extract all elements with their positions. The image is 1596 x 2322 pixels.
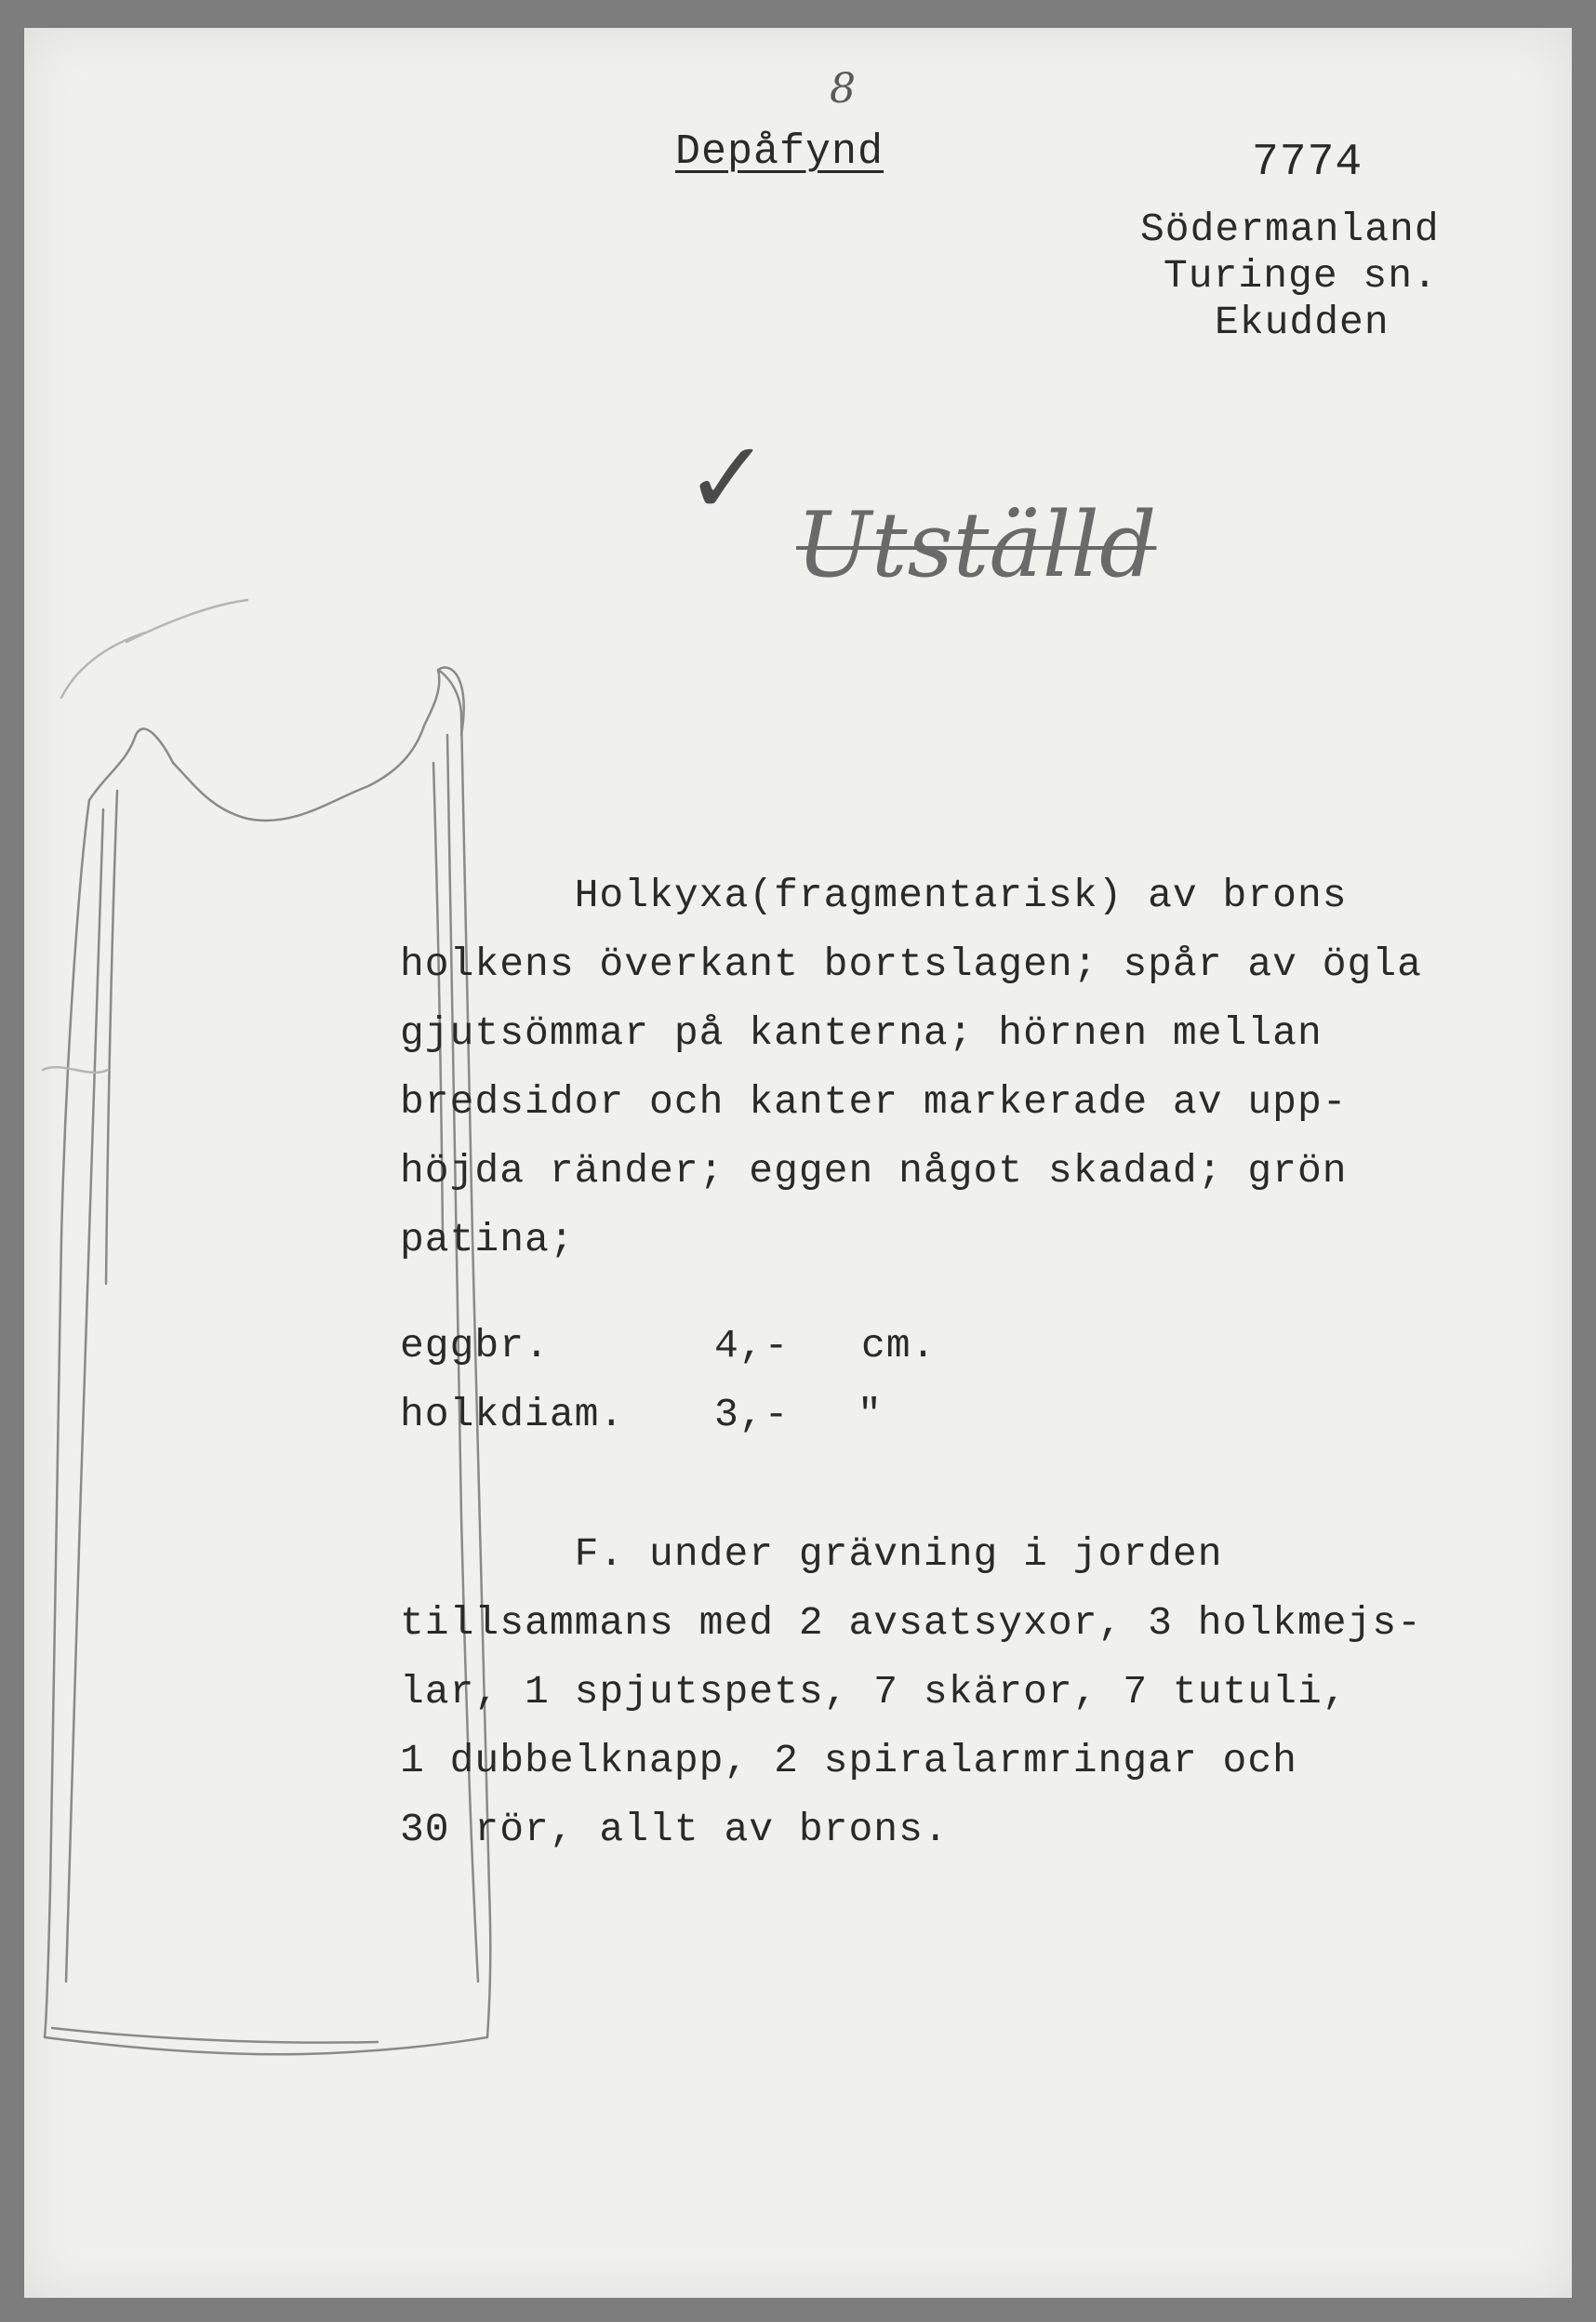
sketch-top-edge bbox=[89, 670, 461, 821]
description-line: holkens överkant bortslagen; spår av ögla bbox=[400, 941, 1422, 987]
measurement-unit: cm. bbox=[861, 1323, 937, 1368]
catalog-number: 7774 bbox=[1252, 138, 1363, 188]
find-context-line: tillsammans med 2 avsatsyxor, 3 holkmejs- bbox=[400, 1600, 1422, 1646]
description-line: höjda ränder; eggen något skadad; grön bbox=[400, 1148, 1348, 1194]
find-context-line: 30 rör, allt av brons. bbox=[400, 1807, 949, 1852]
parish: Turinge sn. bbox=[1164, 253, 1438, 299]
catalog-card bbox=[24, 28, 1572, 2298]
sketch-bottom-edge bbox=[45, 2037, 487, 2054]
find-context-line: F. under grävning i jorden bbox=[400, 1531, 1223, 1577]
find-context-line: lar, 1 spjutspets, 7 skäror, 7 tutuli, bbox=[400, 1669, 1348, 1715]
crossed-out-annotation: Utställd bbox=[796, 493, 1157, 597]
document-title: Depåfynd bbox=[675, 128, 884, 176]
site-name: Ekudden bbox=[1215, 300, 1390, 345]
find-context-line: 1 dubbelknapp, 2 spiralarmringar och bbox=[400, 1738, 1297, 1783]
province: Södermanland bbox=[1140, 207, 1440, 252]
description-line: Holkyxa(fragmentarisk) av brons bbox=[400, 873, 1348, 918]
description-line: patina; bbox=[400, 1217, 575, 1262]
description-line: bredsidor och kanter markerade av upp- bbox=[400, 1079, 1348, 1125]
measurement-label: holkdiam. bbox=[400, 1392, 625, 1437]
description-line: gjutsömmar på kanterna; hörnen mellan bbox=[400, 1010, 1323, 1056]
check-mark-icon: ✓ bbox=[685, 419, 771, 538]
measurement-label: eggbr. bbox=[400, 1323, 550, 1368]
page-number-mark: 8 bbox=[830, 65, 856, 113]
measurement-value: 4,- bbox=[714, 1323, 790, 1368]
measurement-value: 3,- bbox=[714, 1392, 790, 1437]
measurement-unit: " bbox=[858, 1392, 883, 1437]
